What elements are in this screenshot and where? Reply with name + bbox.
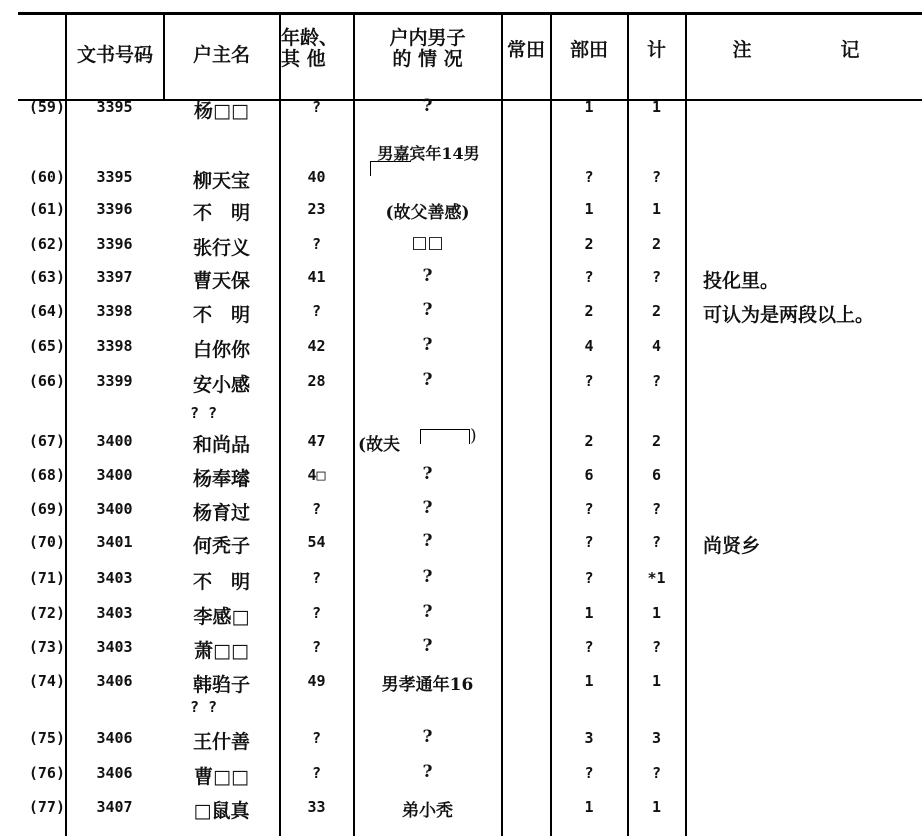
row-butian: ?: [584, 764, 594, 782]
row-male: ?: [422, 567, 433, 587]
row-male: ?: [422, 762, 433, 782]
header-age: [281, 28, 353, 70]
row-name: 不 明: [192, 202, 250, 224]
header-butian: 部田: [569, 39, 608, 61]
row-male: ?: [422, 464, 433, 484]
row-age: ?: [311, 604, 322, 622]
row-name: 曹□□: [194, 766, 249, 788]
row-butian: 2: [584, 235, 594, 253]
row-doc: 3403: [96, 638, 133, 656]
row-butian: ?: [584, 638, 594, 656]
row-age: ?: [311, 638, 322, 656]
row-name: 白你你: [192, 339, 250, 361]
row-male: ?: [422, 335, 433, 355]
row67-bracket: ): [420, 426, 477, 446]
row-male: ?: [422, 300, 433, 320]
header-note-1: 注: [732, 39, 752, 61]
row-doc: 3396: [96, 200, 133, 218]
header-age-line1: 年龄、: [281, 27, 339, 49]
row-male: ?: [422, 531, 433, 551]
row-name: 萧□□: [194, 640, 249, 662]
row-male: (故夫: [358, 435, 401, 455]
row-butian: 1: [584, 200, 594, 218]
row-idx: (68): [28, 466, 65, 484]
row-butian: 1: [584, 672, 594, 690]
row-name: 何秃子: [192, 535, 250, 557]
row-male: (故父善感): [385, 203, 470, 223]
header-male-line2: 的 情 况: [392, 48, 463, 70]
col-divider: [353, 14, 355, 836]
row-note: 可认为是两段以上。: [703, 304, 875, 326]
header-age-line2: 其 他: [281, 48, 326, 70]
row-doc: 3396: [96, 235, 133, 253]
row-idx: (75): [28, 729, 65, 747]
row-total: ?: [651, 533, 662, 551]
row-doc: 3398: [96, 337, 133, 355]
row-male: ?: [422, 727, 433, 747]
row-age: 42: [307, 337, 326, 355]
row-doc: 3403: [96, 604, 133, 622]
row-idx: (70): [28, 533, 65, 551]
row-name: 王什善: [192, 731, 250, 753]
row-butian: ?: [584, 268, 594, 286]
row67-qmarks: ? ?: [190, 404, 218, 422]
row-name: 韩驺子: [192, 674, 250, 696]
row-name: 柳天宝: [192, 170, 250, 192]
row60-bracket: [368, 158, 411, 178]
row-age: 4□: [307, 466, 326, 484]
row-butian: 4: [584, 337, 594, 355]
row-total: ?: [651, 500, 662, 518]
row-idx: (71): [28, 569, 65, 587]
row75-qmarks: ? ?: [190, 698, 218, 716]
row-total: 1: [651, 672, 662, 690]
row-butian: ?: [584, 168, 594, 186]
row-doc: 3403: [96, 569, 133, 587]
row-idx: (59): [28, 98, 65, 116]
row-doc: 3397: [96, 268, 133, 286]
row-idx: (77): [28, 798, 65, 816]
row-doc: 3401: [96, 533, 133, 551]
row-name: 不 明: [192, 571, 250, 593]
row-total: 3: [651, 729, 662, 747]
row-age: ?: [311, 569, 322, 587]
header-doc-no: 文书号码: [76, 44, 153, 66]
row-doc: 3400: [96, 500, 133, 518]
header-male: [354, 28, 501, 70]
row-name: 曹天保: [192, 270, 250, 292]
row-doc: 3395: [96, 98, 133, 116]
row-age: 54: [307, 533, 326, 551]
row-total: 2: [651, 432, 662, 450]
row-idx: (67): [28, 432, 65, 450]
row-butian: 1: [584, 604, 594, 622]
row-doc: 3398: [96, 302, 133, 320]
row-doc: 3399: [96, 372, 133, 390]
table-top-rule: [18, 12, 922, 15]
row60-male-note: 男嘉宾年14男: [377, 144, 480, 163]
row-total: 1: [651, 604, 662, 622]
row-doc: 3406: [96, 729, 133, 747]
row-age: 47: [307, 432, 326, 450]
row-doc: 3395: [96, 168, 133, 186]
row-name: 李感□: [193, 606, 250, 628]
row-butian: ?: [584, 372, 594, 390]
row-idx: (60): [28, 168, 65, 186]
header-male-line1: 户内男子: [389, 27, 466, 49]
col-divider: [550, 14, 552, 836]
row-male: ?: [422, 266, 433, 286]
row-male: ?: [422, 602, 433, 622]
row-name: 杨奉璿: [192, 468, 250, 490]
row-idx: (73): [28, 638, 65, 656]
row-doc: 3400: [96, 466, 133, 484]
col-divider: [685, 14, 687, 836]
row-idx: (64): [28, 302, 65, 320]
row-total: 1: [651, 98, 662, 116]
row-age: 40: [307, 168, 326, 186]
row-butian: 6: [584, 466, 594, 484]
row-age: ?: [311, 729, 322, 747]
header-note-2: 记: [840, 39, 860, 61]
row-doc: 3406: [96, 764, 133, 782]
row-idx: (76): [28, 764, 65, 782]
row-male: ?: [422, 96, 433, 116]
row-age: ?: [311, 302, 322, 320]
row-butian: ?: [584, 500, 594, 518]
row-total: ?: [651, 638, 662, 656]
row-total: ?: [651, 372, 662, 390]
row-idx: (72): [28, 604, 65, 622]
row-idx: (69): [28, 500, 65, 518]
row-age: ?: [311, 500, 322, 518]
row-age: 28: [307, 372, 326, 390]
row-male: □□: [411, 233, 444, 253]
row-age: ?: [311, 764, 322, 782]
row-note: 尚贤乡: [703, 535, 761, 557]
row-doc: 3407: [96, 798, 133, 816]
row-idx: (65): [28, 337, 65, 355]
row-total: 1: [651, 200, 662, 218]
row-name: 杨□□: [194, 100, 249, 122]
row-butian: ?: [584, 533, 594, 551]
row-butian: 2: [584, 432, 594, 450]
col-divider: [627, 14, 629, 836]
row-name: 张行义: [192, 237, 250, 259]
row-butian: 1: [584, 98, 594, 116]
row-name: 杨育过: [192, 502, 250, 524]
row-age: ?: [311, 98, 322, 116]
row-idx: (61): [28, 200, 65, 218]
row-total: ?: [651, 764, 662, 782]
row-note: 投化里。: [703, 270, 780, 292]
row-male: 男孝通年16: [381, 675, 474, 695]
row-age: ?: [311, 235, 322, 253]
header-changtian: 常田: [506, 39, 545, 61]
row-butian: 2: [584, 302, 594, 320]
col-divider: [65, 14, 67, 836]
row-age: 41: [307, 268, 326, 286]
header-head-name: 户主名: [192, 44, 250, 66]
row-idx: (63): [28, 268, 65, 286]
row-total: 1: [651, 798, 662, 816]
row-name: □鼠真: [193, 800, 250, 822]
row-total: *1: [647, 569, 666, 587]
row-butian: ?: [584, 569, 594, 587]
row-total: ?: [651, 168, 662, 186]
row-age: 23: [307, 200, 326, 218]
row-idx: (62): [28, 235, 65, 253]
row-name: 不 明: [192, 304, 250, 326]
col-divider: [501, 14, 503, 836]
row-butian: 3: [584, 729, 594, 747]
header-total: 计: [646, 39, 666, 61]
row-age: 33: [307, 798, 326, 816]
row-total: ?: [651, 268, 662, 286]
row-male: ?: [422, 498, 433, 518]
row-total: 2: [651, 235, 662, 253]
row-male: ?: [422, 636, 433, 656]
row-name: 和尚品: [192, 434, 250, 456]
row-total: 4: [651, 337, 662, 355]
row-butian: 1: [584, 798, 594, 816]
row-doc: 3406: [96, 672, 133, 690]
row-name: 安小感: [192, 374, 250, 396]
col-divider: [279, 14, 281, 836]
row-total: 2: [651, 302, 662, 320]
row-age: 49: [307, 672, 326, 690]
row-idx: (74): [28, 672, 65, 690]
row-total: 6: [651, 466, 662, 484]
row-idx: (66): [28, 372, 65, 390]
row-male: 弟小秃: [402, 801, 453, 821]
row-doc: 3400: [96, 432, 133, 450]
row-male: ?: [422, 370, 433, 390]
